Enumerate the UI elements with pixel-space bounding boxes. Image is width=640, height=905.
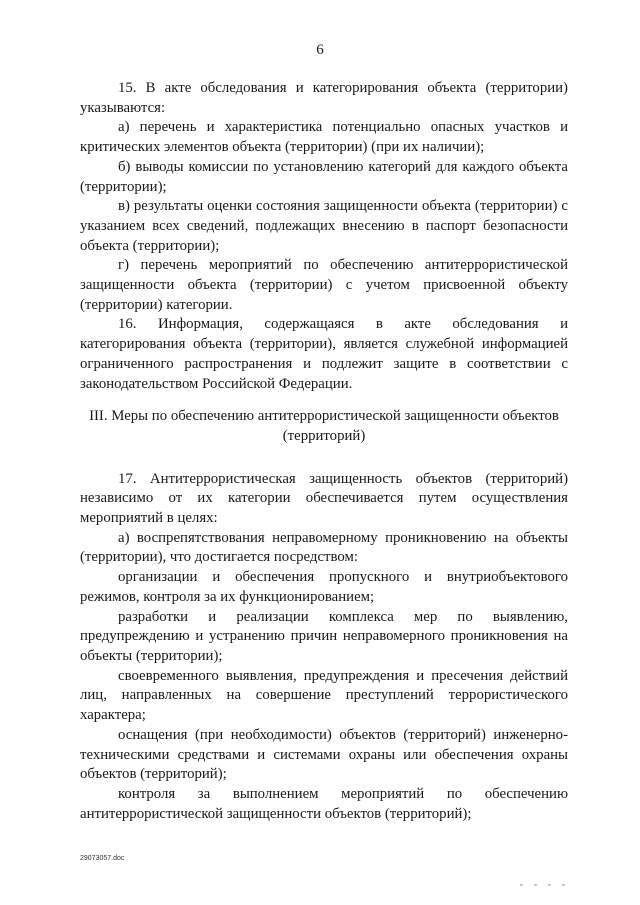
measure-item: оснащения (при необходимости) объектов (территорий) инженерно-техническими средствами и системами охраны или обеспечения охраны объектов (территорий);	[80, 726, 568, 783]
list-item-v: в) результаты оценки состояния защищенности объекта (территории) с указанием всех сведений, подлежащих внесению в паспорт безопасности объекта (территории);	[80, 198, 568, 254]
measure-item: разработки и реализации комплекса мер по выявлению, предупреждению и устранению причин неправомерного проникновения на объекты (территории);	[80, 608, 568, 664]
paragraph-16: 16. Информация, содержащаяся в акте обследования и категорирования объекта (территории), является служебной информацией ограниченного распространения и подлежит защите в соответствии с законодательством Российской Федерации.	[80, 316, 568, 392]
paragraph-17: 17. Антитеррористическая защищенность объектов (территорий) независимо от их категории обеспечивается путем осуществления мероприятий в целях:	[80, 470, 568, 527]
document-body	[80, 79, 568, 824]
list-item-a: а) перечень и характеристика потенциально опасных участков и критических элементов объекта (территории) (при их наличии);	[80, 119, 568, 156]
document-file-code: 29073057.doc	[80, 855, 125, 862]
list-item-g: г) перечень мероприятий по обеспечению антитеррористической защищенности объекта (территории) с учетом присвоенной объекту (территории) категории.	[80, 257, 568, 313]
scan-mark	[562, 884, 565, 886]
page-number: 6	[316, 42, 324, 58]
measure-item: организации и обеспечения пропускного и внутриобъектового режимов, контроля за их функционированием;	[80, 569, 568, 605]
scan-mark	[534, 884, 537, 886]
scan-mark	[548, 884, 551, 886]
section-heading	[80, 407, 568, 446]
measure-item: контроля за выполнением мероприятий по обеспечению антитеррористической защищенности объектов (территорий);	[80, 785, 568, 822]
list-item-17a: а) воспрепятствования неправомерному проникновению на объекты (территории), что достигается посредством:	[80, 529, 568, 566]
list-item-b: б) выводы комиссии по установлению категорий для каждого объекта (территории);	[80, 158, 568, 195]
scan-artifact-marks	[520, 873, 584, 876]
section-heading-line-1: III. Меры по обеспечению антитеррористической защищенности объектов	[89, 408, 559, 425]
section-heading-line-2: (территорий)	[282, 427, 366, 444]
scan-mark	[520, 884, 523, 886]
paragraph-15: 15. В акте обследования и категорирования объекта (территории) указываются:	[80, 80, 568, 116]
measure-item: своевременного выявления, предупреждения и пресечения действий лиц, направленных на совершение преступлений террористического характера;	[80, 667, 568, 724]
